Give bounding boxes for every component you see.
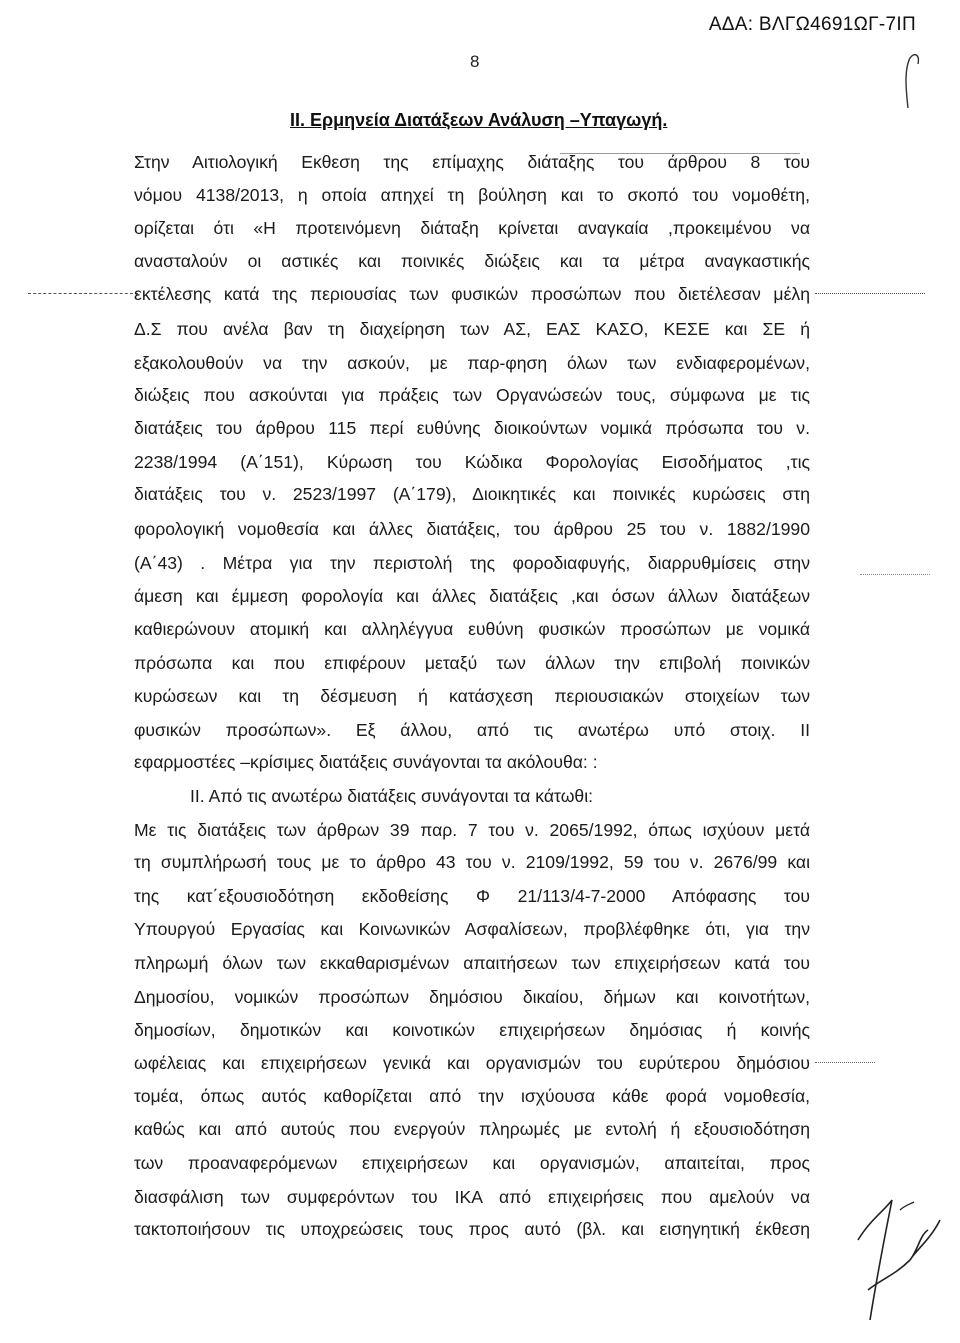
body-line: τομέα, όπως αυτός καθορίζεται από την ισχύουσα κάθε φορά νομοθεσία, (134, 1086, 810, 1106)
body-line: των προαναφερόμενων επιχειρήσεων και οργανισμών, απαιτείται, προς (134, 1153, 810, 1173)
body-line: (Α΄43) . Μέτρα για την περιστολή της φοροδιαφυγής, διαρρυθμίσεις στην (134, 553, 810, 573)
body-line: Υπουργού Εργασίας και Κοινωνικών Ασφαλίσεων, προβλέφθηκε ότι, για την (134, 919, 810, 939)
body-line: καθιερώνουν ατομική και αλληλέγγυα ευθύνη φυσικών προσώπων με νομικά (134, 619, 810, 639)
section-heading: ΙΙ. Ερμηνεία Διατάξεων Ανάλυση –Υπαγωγή. (290, 110, 668, 130)
body-line: καθώς και από αυτούς που ενεργούν πληρωμές με εντολή ή εξουσιοδότηση (134, 1119, 810, 1139)
body-line: δημοσίων, δημοτικών και κοινοτικών επιχειρήσεων δημόσιας ή κοινής (134, 1020, 810, 1040)
body-line: διασφάλιση των συμφερόντων του ΙΚΑ από επιχειρήσεις που αμελούν να (134, 1187, 810, 1207)
body-line: εφαρμοστέες –κρίσιμες διατάξεις συνάγονται τα ακόλουθα: : (134, 752, 598, 772)
body-line: άμεση και έμμεση φορολογία και άλλες διατάξεις ,και όσων άλλων διατάξεων (134, 586, 810, 606)
body-line: πληρωμή όλων των εκκαθαρισμένων απαιτήσεων των επιχειρήσεων κατά του (134, 953, 810, 973)
page-number: 8 (470, 52, 480, 71)
body-line: της κατ΄εξουσιοδότηση εκδοθείσης Φ 21/113/4-7-2000 Απόφασης του (134, 886, 810, 906)
handwritten-mark-icon (898, 50, 928, 110)
body-line: φορολογική νομοθεσία και άλλες διατάξεις, του άρθρου 25 του ν. 1882/1990 (134, 519, 810, 539)
body-line: Δημοσίου, νομικών προσώπων δημόσιου δικαίου, δήμων και κοινοτήτων, (134, 987, 810, 1007)
body-line: ανασταλούν οι αστικές και ποινικές διώξεις και τα μέτρα αναγκαστικής (134, 251, 810, 271)
body-line: 2238/1994 (Α΄151), Κύρωση του Κώδικα Φορολογίας Εισοδήματος ,τις (134, 452, 810, 472)
ada-code: ΑΔΑ: ΒΛΓΩ4691ΩΓ-7ΙΠ (708, 14, 916, 35)
body-line: διατάξεις του άρθρου 115 περί ευθύνης διοικούντων νομικά πρόσωπα του ν. (134, 418, 810, 438)
body-line: εξακολουθούν να την ασκούν, με παρ-φηση όλων των ενδιαφερομένων, (134, 353, 810, 373)
body-line: τακτοποιήσουν τις υποχρεώσεις τους προς αυτό (βλ. και εισηγητική έκθεση (134, 1219, 810, 1239)
body-line: φυσικών προσώπων». Εξ άλλου, από τις ανωτέρω υπό στοιχ. ΙΙ (134, 720, 810, 740)
body-line: εκτέλεσης κατά της περιουσίας των φυσικών προσώπων που διετέλεσαν μέλη (134, 284, 810, 304)
body-line: Με τις διατάξεις των άρθρων 39 παρ. 7 του ν. 2065/1992, όπως ισχύουν μετά (134, 820, 810, 840)
body-line: διώξεις που ασκούνται για πράξεις των Οργανώσεών τους, σύμφωνα με τις (134, 385, 810, 405)
signature-icon (840, 1180, 950, 1330)
body-line: πρόσωπα και που επιφέρουν μεταξύ των άλλων την επιβολή ποινικών (134, 653, 810, 673)
body-line: νόμου 4138/2013, η οποία απηχεί τη βούληση και το σκοπό του νομοθέτη, (134, 185, 810, 205)
body-line: ωφέλειας και επιχειρήσεων γενικά και οργανισμών του ευρύτερου δημόσιου (134, 1053, 810, 1073)
body-line: ορίζεται ότι «Η προτεινόμενη διάταξη κρίνεται αναγκαία ,προκειμένου να (134, 218, 810, 238)
subsection-heading: ΙΙ. Από τις ανωτέρω διατάξεις συνάγονται τα κάτωθι: (190, 786, 594, 806)
body-line: κυρώσεων και τη δέσμευση ή κατάσχεση περιουσιακών στοιχείων των (134, 686, 810, 706)
body-line: Στην Αιτιολογική Εκθεση της επίμαχης διάταξης του άρθρου 8 του (134, 152, 810, 172)
body-line: Δ.Σ που ανέλα βαν τη διαχείρηση των ΑΣ, ΕΑΣ ΚΑΣΟ, ΚΕΣΕ και ΣΕ ή (134, 319, 810, 339)
body-line: τη συμπλήρωσή τους με το άρθρο 43 του ν. 2109/1992, 59 του ν. 2676/99 και (134, 852, 810, 872)
body-line: διατάξεις του ν. 2523/1997 (Α΄179), Διοικητικές και ποινικές κυρώσεις στη (134, 484, 810, 504)
